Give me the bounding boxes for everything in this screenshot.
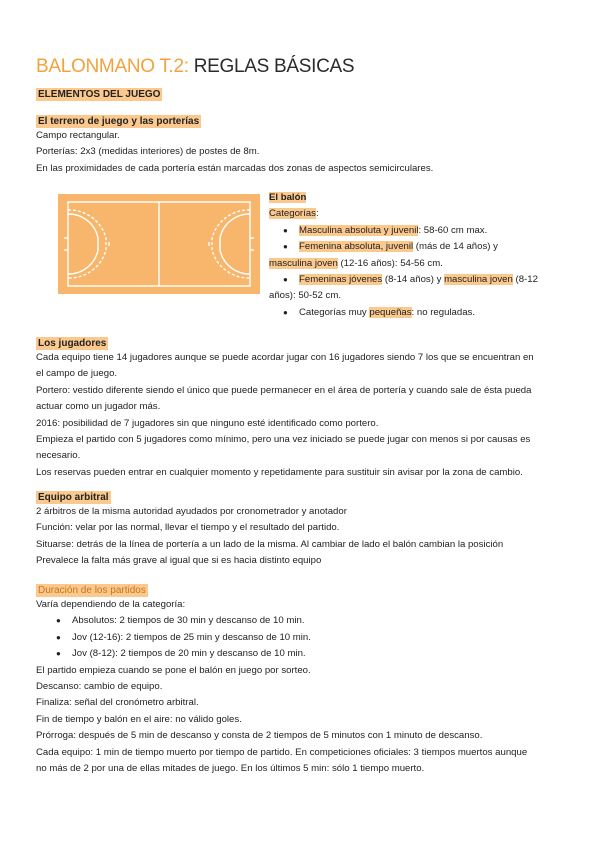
heading-arbitral: Equipo arbitral — [38, 492, 109, 503]
duracion-text — [36, 597, 564, 777]
text-line: Campo rectangular. — [36, 130, 120, 141]
list-item: ● Femenina absoluta, juvenil (más de 14 años) y — [269, 239, 569, 255]
list-item: ● Masculina absoluta y juvenil: 58-60 cm max. — [269, 223, 569, 239]
jugadores-text — [36, 350, 564, 481]
section-elementos: ELEMENTOS DEL JUEGO — [38, 89, 161, 100]
terreno-text — [36, 128, 564, 177]
balon-section: El balón Categorías: ● Masculina absoluta y juvenil: 58-60 cm max. ● Femenina absoluta, juvenil (más de 14 años) y masculina joven (12-16 años): 54-56 cm. ● Femeninas jóvenes (8-14 años) y masculina joven (8-12 años): 50-52 cm. ● Categorías muy pequeñas: no reguladas. — [269, 190, 569, 321]
text-line: En las proximidades de cada portería están marcadas dos zonas de aspectos semicirculares. — [36, 162, 434, 174]
text-line: el campo de juego. — [36, 368, 118, 380]
title-rest: REGLAS BÁSICAS — [193, 56, 355, 77]
title-accent: BALONMANO T.2: — [36, 56, 189, 77]
text-line: Los reservas pueden entrar en cualquier momento y repetidamente para sustituir sin avisar por la zona de cambio. — [36, 466, 523, 478]
text-line: 2016: posibilidad de 7 jugadores sin que ninguno esté identificado como portero. — [36, 417, 379, 429]
text-line: Fin de tiempo y balón en el aire: no válido goles. — [36, 713, 242, 725]
text-line: Cada equipo: 1 min de tiempo muerto por tiempo de partido. En competiciones oficiales: 3 tiempos muertos aunque — [36, 746, 528, 758]
text-line: Prevalece la falta más grave al igual que si es hacia distinto equipo — [36, 555, 322, 567]
text-line: Prórroga: después de 5 min de descanso y consta de 2 tiempos de 5 minutos con 1 minuto de descanso. — [36, 730, 483, 742]
text-line: actuar como un jugador más. — [36, 401, 161, 413]
text-line: Portero: vestido diferente siendo el único que puede permanecer en el área de portería y cuando sale de ésta pueda — [36, 384, 532, 396]
handball-court-image — [58, 194, 260, 294]
heading-balon: El balón — [269, 192, 307, 203]
list-item: ● Absolutos: 2 tiempos de 30 min y descanso de 10 min. — [36, 613, 564, 629]
text-line: Situarse: detrás de la línea de portería a un lado de la misma. Al cambiar de lado el balón cambian la posición — [36, 538, 504, 550]
heading-duracion: Duración de los partidos — [38, 585, 146, 596]
text-line: Empieza el partido con 5 jugadores como mínimo, pero una vez iniciado se puede jugar con menos si por causas es — [36, 434, 531, 446]
heading-jugadores: Los jugadores — [38, 338, 107, 349]
text-line: El partido empieza cuando se pone el balón en juego por sorteo. — [36, 664, 311, 676]
text-line: Porterías: 2x3 (medidas interiores) de postes de 8m. — [36, 146, 260, 158]
list-item: ● Jov (12-16): 2 tiempos de 25 min y descanso de 10 min. — [36, 630, 564, 646]
list-item: ● Femeninas jóvenes (8-14 años) y masculina joven (8-12 — [269, 272, 569, 288]
list-item-cont: años): 50-52 cm. — [269, 290, 341, 302]
text-line: Descanso: cambio de equipo. — [36, 681, 163, 693]
text-line: Varía dependiendo de la categoría: — [36, 599, 186, 610]
list-item: ● Categorías muy pequeñas: no reguladas. — [269, 305, 569, 321]
page-title — [36, 56, 354, 78]
text-line: Finaliza: señal del cronómetro arbitral. — [36, 697, 199, 709]
text-line: no más de 2 por una de ellas mitades de juego. En los últimos 5 min: sólo 1 tiempo muerto. — [36, 763, 425, 775]
arbitral-text — [36, 504, 564, 570]
heading-terreno: El terreno de juego y las porterías — [38, 116, 200, 127]
categorias-label: Categorías — [269, 208, 316, 220]
text-line: Cada equipo tiene 14 jugadores aunque se puede acordar jugar con 16 jugadores siendo 7 los que se encuentran en — [36, 352, 534, 363]
text-line: necesario. — [36, 450, 81, 462]
list-item-cont: masculina joven (12-16 años): 54-56 cm. — [269, 257, 443, 269]
text-line: 2 árbitros de la misma autoridad ayudados por cronometrador y anotador — [36, 506, 347, 517]
list-item: ● Jov (8-12): 2 tiempos de 20 min y descanso de 10 min. — [36, 646, 564, 662]
text-line: Función: velar por las normal, llevar el tiempo y el resultado del partido. — [36, 522, 340, 534]
